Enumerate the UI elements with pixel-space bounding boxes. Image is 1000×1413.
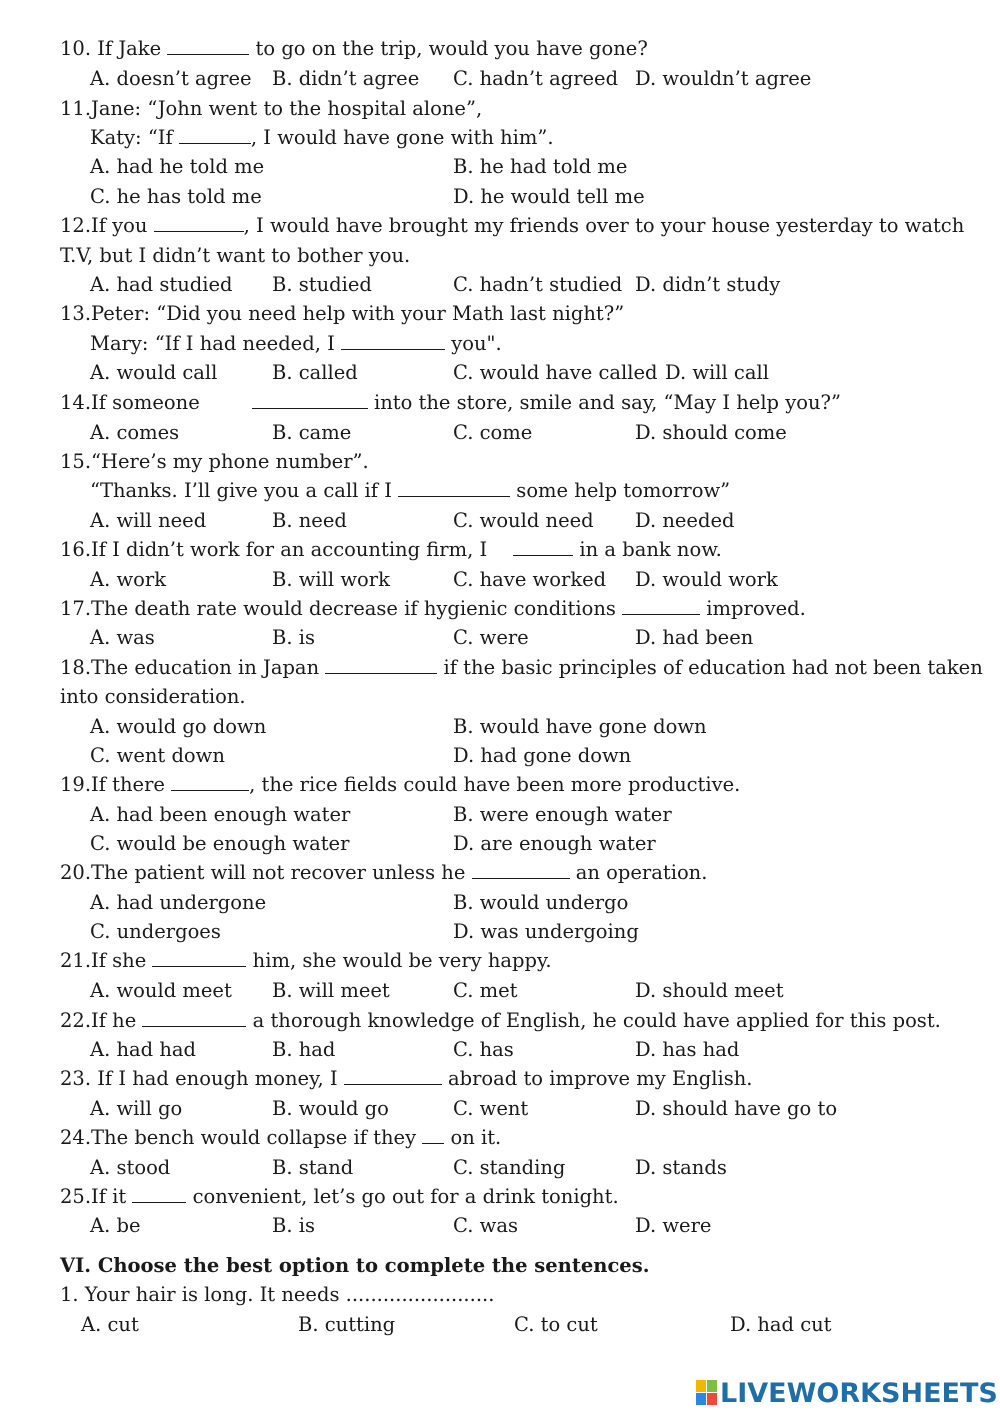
option-a[interactable]: A. had studied [90, 273, 233, 296]
question-text: Mary: “If I had needed, I [90, 332, 341, 355]
option-b[interactable]: B. were enough water [453, 803, 672, 826]
option-a[interactable]: A. had been enough water [90, 803, 351, 826]
liveworksheets-logo [696, 1376, 998, 1410]
answer-blank[interactable] [252, 407, 368, 409]
question-text: The patient will not recover unless he [91, 861, 472, 884]
answer-blank[interactable] [513, 554, 573, 556]
option-a[interactable]: A. would meet [90, 979, 232, 1002]
question-text: improved. [700, 597, 806, 620]
option-a[interactable]: A. comes [90, 421, 180, 444]
question-number: 16. [60, 538, 92, 561]
option-b[interactable]: B. will work [272, 568, 390, 591]
question-text: If someone [91, 391, 200, 414]
option-a[interactable]: A. had he told me [90, 155, 265, 178]
answer-blank[interactable] [142, 1025, 246, 1027]
question-text: “Here’s my phone number”. [91, 450, 369, 473]
option-b[interactable]: B. stand [272, 1156, 354, 1179]
option-c[interactable]: C. undergoes [90, 920, 221, 943]
option-a[interactable]: A. will need [90, 509, 207, 532]
question-number: 14. [60, 391, 92, 414]
question-14 [60, 393, 841, 413]
question-number: 12. [60, 214, 92, 237]
section-question-1: 1. Your hair is long. It needs ........................ [60, 1283, 495, 1306]
question-12 [60, 216, 964, 236]
question-text: If he [91, 1009, 143, 1032]
option-d[interactable]: D. should have go to [635, 1097, 838, 1120]
option-d[interactable]: D. were [635, 1214, 712, 1237]
option-c[interactable]: C. to cut [514, 1313, 598, 1336]
option-c[interactable]: C. hadn’t studied [453, 273, 623, 296]
question-text: on it. [444, 1126, 502, 1149]
answer-blank[interactable] [132, 1201, 186, 1203]
option-d[interactable]: D. will call [665, 361, 769, 384]
question-text: you". [445, 332, 502, 355]
option-a[interactable]: A. be [90, 1214, 141, 1237]
option-a[interactable]: A. stood [90, 1156, 171, 1179]
question-21 [60, 951, 552, 971]
question-23 [60, 1069, 753, 1089]
question-text: “Thanks. I’ll give you a call if I [90, 479, 399, 502]
answer-blank[interactable] [179, 142, 251, 144]
question-text: If I didn’t work for an accounting firm, I [91, 538, 488, 561]
question-17 [60, 599, 806, 619]
option-c[interactable]: C. have worked [453, 568, 607, 591]
option-b[interactable]: B. he had told me [453, 155, 628, 178]
option-b[interactable]: B. will meet [272, 979, 390, 1002]
question-11 [60, 99, 482, 119]
question-text: If she [91, 949, 153, 972]
option-a[interactable]: A. work [90, 568, 167, 591]
question-11-line2 [90, 128, 554, 148]
question-text: Jane: “John went to the hospital alone”, [91, 97, 483, 120]
option-d[interactable]: D. had cut [730, 1313, 832, 1336]
question-number: 15. [60, 450, 92, 473]
question-text: If there [91, 773, 172, 796]
question-25 [60, 1187, 619, 1207]
question-text: If Jake [91, 37, 168, 60]
question-number: 17. [60, 597, 92, 620]
liveworksheets-icon [696, 1380, 718, 1406]
option-b[interactable]: B. need [272, 509, 347, 532]
option-d[interactable]: D. would work [635, 568, 778, 591]
question-text: The education in Japan [91, 656, 326, 679]
question-text: into the store, smile and say, “May I help you?” [367, 391, 841, 414]
question-number: 20. [60, 861, 92, 884]
option-c[interactable]: C. met [453, 979, 518, 1002]
question-text: into consideration. [60, 685, 246, 708]
question-number: 10. [60, 37, 92, 60]
option-a[interactable]: A. was [90, 626, 155, 649]
question-text: him, she would be very happy. [246, 949, 552, 972]
question-text: Peter: “Did you need help with your Math last night?” [91, 302, 625, 325]
option-c[interactable]: C. standing [453, 1156, 566, 1179]
section-title: VI. Choose the best option to complete the sentences. [60, 1254, 650, 1277]
option-d[interactable]: D. should come [635, 421, 787, 444]
option-c[interactable]: C. would be enough water [90, 832, 350, 855]
question-number: 25. [60, 1185, 92, 1208]
question-22 [60, 1011, 941, 1031]
question-13 [60, 304, 624, 324]
option-d[interactable]: D. didn’t study [635, 273, 781, 296]
option-a[interactable]: A. will go [90, 1097, 183, 1120]
option-b[interactable]: B. is [272, 1214, 315, 1237]
question-text: to go on the trip, would you have gone? [249, 37, 648, 60]
question-text: convenient, let’s go out for a drink tonight. [186, 1185, 619, 1208]
question-10 [60, 39, 648, 59]
logo-text: LIVEWORKSHEETS [720, 1377, 998, 1409]
option-b[interactable]: B. called [272, 361, 358, 384]
question-text: Katy: “If [90, 126, 179, 149]
option-a[interactable]: A. would go down [90, 715, 267, 738]
answer-blank[interactable] [171, 789, 249, 791]
option-c[interactable]: C. would have called [453, 361, 658, 384]
option-c[interactable]: C. went down [90, 744, 225, 767]
option-b[interactable]: B. had [272, 1038, 336, 1061]
option-d[interactable]: D. has had [635, 1038, 740, 1061]
question-number: 24. [60, 1126, 92, 1149]
option-c[interactable]: C. hadn’t agreed [453, 67, 619, 90]
answer-blank[interactable] [398, 495, 510, 497]
option-b[interactable]: B. would undergo [453, 891, 629, 914]
question-12-line2 [60, 246, 410, 266]
option-a[interactable]: A. had had [90, 1038, 197, 1061]
option-a[interactable]: A. had undergone [90, 891, 267, 914]
question-13-line2 [90, 334, 502, 354]
question-16 [60, 540, 722, 560]
question-15 [60, 452, 369, 472]
question-19 [60, 775, 740, 795]
answer-blank[interactable] [341, 348, 445, 350]
question-number: 21. [60, 949, 92, 972]
option-d[interactable]: D. wouldn’t agree [635, 67, 812, 90]
question-text: a thorough knowledge of English, he could have applied for this post. [246, 1009, 941, 1032]
question-text: If you [91, 214, 154, 237]
question-24 [60, 1128, 501, 1148]
question-text: If I had enough money, I [91, 1067, 344, 1090]
question-text: The bench would collapse if they [91, 1126, 423, 1149]
question-number: 19. [60, 773, 92, 796]
option-b[interactable]: B. studied [272, 273, 372, 296]
option-b[interactable]: B. is [272, 626, 315, 649]
option-d[interactable]: D. stands [635, 1156, 727, 1179]
answer-blank[interactable] [622, 613, 700, 615]
option-d[interactable]: D. was undergoing [453, 920, 639, 943]
option-a[interactable]: A. would call [90, 361, 218, 384]
option-d[interactable]: D. he would tell me [453, 185, 645, 208]
question-20 [60, 863, 707, 883]
answer-blank[interactable] [152, 965, 246, 967]
question-text: some help tomorrow” [510, 479, 731, 502]
question-18-line2 [60, 687, 246, 707]
option-c[interactable]: C. come [453, 421, 533, 444]
question-text: T.V, but I didn’t want to bother you. [60, 244, 411, 267]
option-a[interactable]: A. doesn’t agree [90, 67, 252, 90]
question-number: 11. [60, 97, 92, 120]
question-text: , I would have gone with him”. [250, 126, 554, 149]
option-d[interactable]: D. had gone down [453, 744, 632, 767]
question-text: , the rice fields could have been more productive. [249, 773, 741, 796]
answer-blank[interactable] [154, 230, 244, 232]
answer-blank[interactable] [325, 672, 437, 674]
option-c[interactable]: C. went [453, 1097, 529, 1120]
option-c[interactable]: C. was [453, 1214, 518, 1237]
option-d[interactable]: D. had been [635, 626, 754, 649]
question-text: in a bank now. [573, 538, 722, 561]
option-b[interactable]: B. would go [272, 1097, 389, 1120]
question-text: if the basic principles of education had not been taken [437, 656, 983, 679]
option-c[interactable]: C. has [453, 1038, 514, 1061]
option-d[interactable]: D. are enough water [453, 832, 656, 855]
option-c[interactable]: C. he has told me [90, 185, 262, 208]
option-b[interactable]: B. cutting [298, 1313, 396, 1336]
option-d[interactable]: D. should meet [635, 979, 784, 1002]
question-text: abroad to improve my English. [441, 1067, 753, 1090]
option-b[interactable]: B. came [272, 421, 352, 444]
question-text: , I would have brought my friends over to your house yesterday to watch [243, 214, 965, 237]
question-number: 18. [60, 656, 92, 679]
question-text: The death rate would decrease if hygienic conditions [91, 597, 623, 620]
answer-blank[interactable] [167, 53, 249, 55]
question-number: 23. [60, 1067, 92, 1090]
question-15-line2 [90, 481, 730, 501]
option-b[interactable]: B. didn’t agree [272, 67, 420, 90]
option-c[interactable]: C. would need [453, 509, 594, 532]
answer-blank[interactable] [472, 877, 570, 879]
option-d[interactable]: D. needed [635, 509, 735, 532]
option-b[interactable]: B. would have gone down [453, 715, 707, 738]
question-18 [60, 658, 983, 678]
option-a[interactable]: A. cut [81, 1313, 139, 1336]
question-number: 22. [60, 1009, 92, 1032]
option-c[interactable]: C. were [453, 626, 529, 649]
question-text: If it [91, 1185, 133, 1208]
question-text: an operation. [569, 861, 708, 884]
answer-blank[interactable] [422, 1142, 444, 1144]
answer-blank[interactable] [344, 1083, 442, 1085]
question-number: 13. [60, 302, 92, 325]
